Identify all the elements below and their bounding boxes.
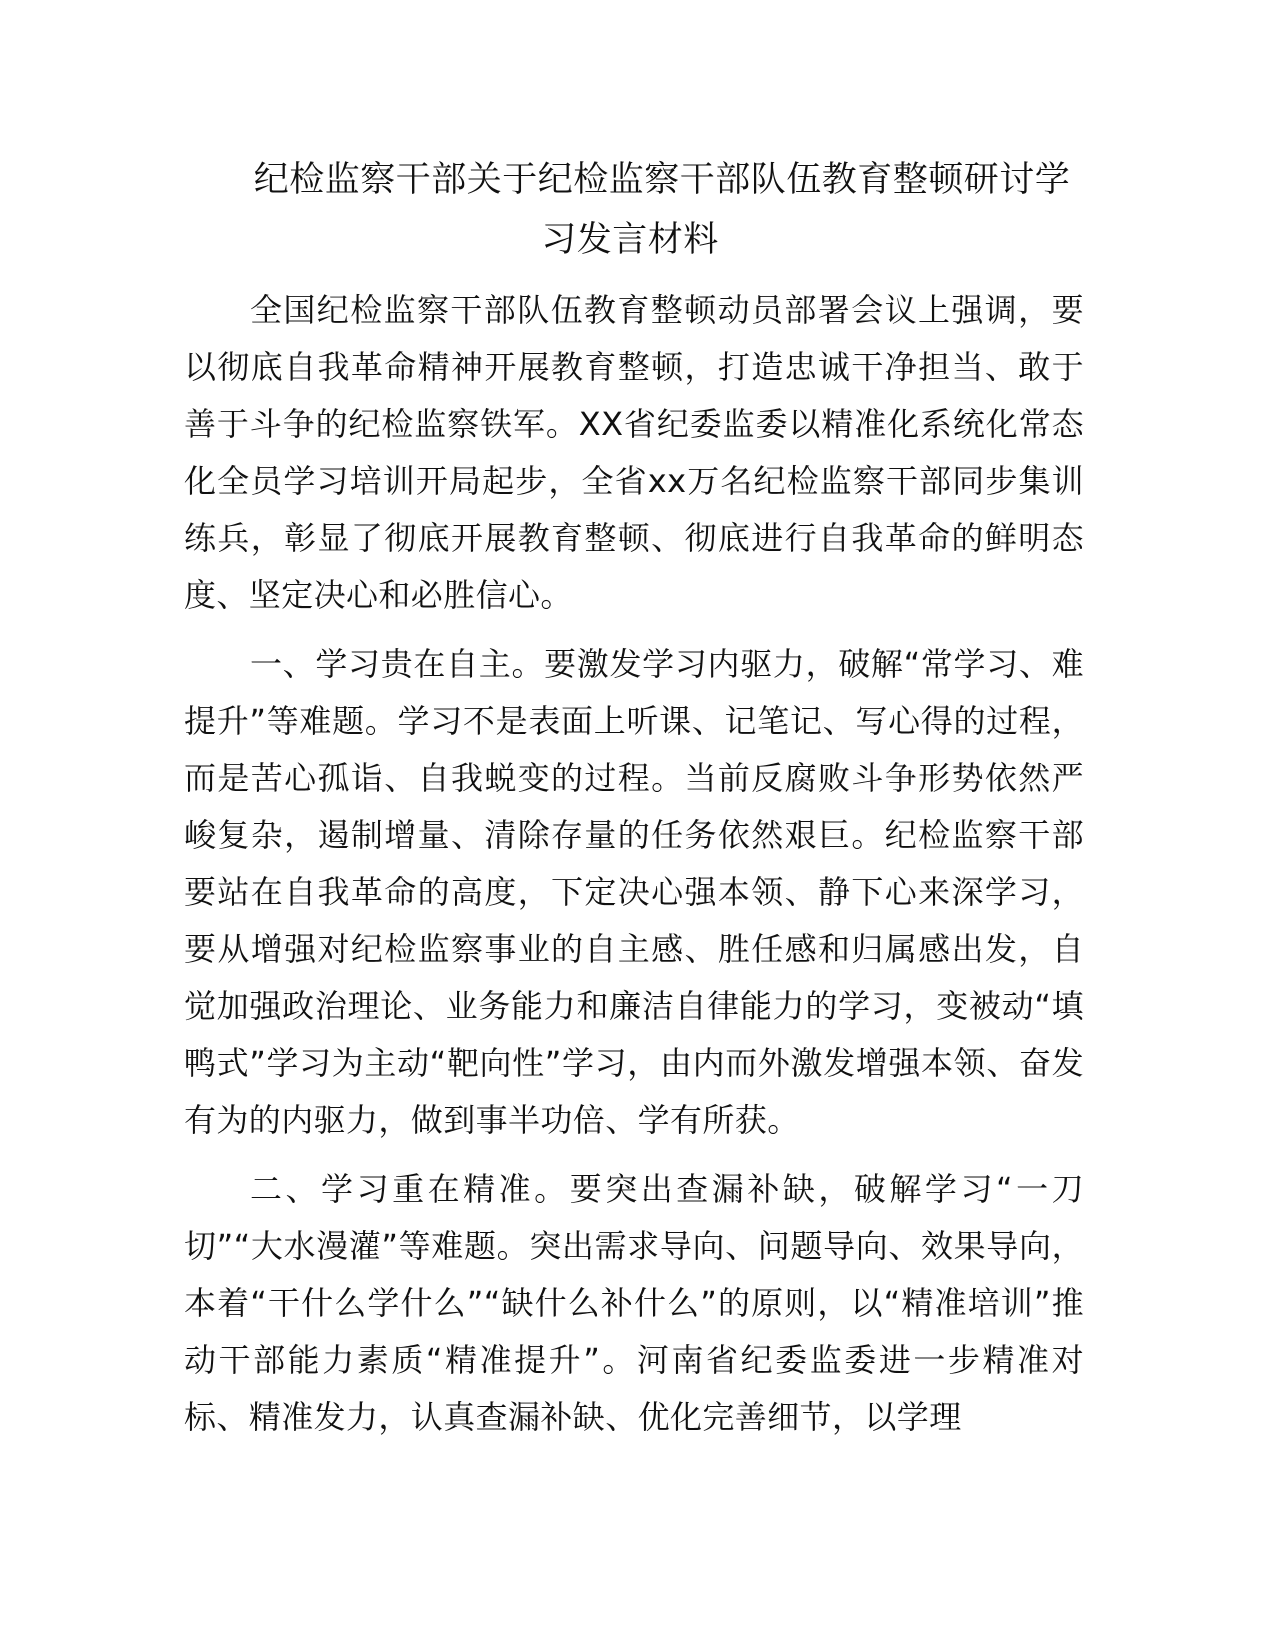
paragraph-section-one: 一、学习贵在自主。要激发学习内驱力，破解“常学习、难提升”等难题。学习不是表面上听课、记笔记、写心得的过程，而是苦心孤诣、自我蜕变的过程。当前反腐败斗争形势依然严峻复杂，遏制增量、清除存量的任务依然艰巨。纪检监察干部要站在自我革命的高度，下定决心强本领、静下心来深学习，要从增强对纪检监察事业的自主感、胜任感和归属感出发，自觉加强政治理论、业务能力和廉洁自律能力的学习，变被动“填鸭式”学习为主动“靶向性”学习，由内而外激发增强本领、奋发有为的内驱力，做到事半功倍、学有所获。: [184, 645, 1084, 1139]
paragraph-intro: 全国纪检监察干部队伍教育整顿动员部署会议上强调，要以彻底自我革命精神开展教育整顿，打造忠诚干净担当、敢于善于斗争的纪检监察铁军。XX省纪委监委以精准化系统化常态化全员学习培训开局起步，全省xx万名纪检监察干部同步集训练兵，彰显了彻底开展教育整顿、彻底进行自我革命的鲜明态度、坚定决心和必胜信心。: [184, 291, 1084, 614]
document-body: [184, 282, 1084, 1458]
document-title: 纪检监察干部关于纪检监察干部队伍教育整顿研讨学习发言材料: [253, 160, 1071, 260]
paragraph-section-two: 二、学习重在精准。要突出查漏补缺，破解学习“一刀切”“大水漫灌”等难题。突出需求导向、问题导向、效果导向，本着“干什么学什么”“缺什么补什么”的原则，以“精准培训”推动干部能力素质“精准提升”。河南省纪委监委进一步精准对标、精准发力，认真查漏补缺、优化完善细节，以学理: [184, 1170, 1084, 1436]
